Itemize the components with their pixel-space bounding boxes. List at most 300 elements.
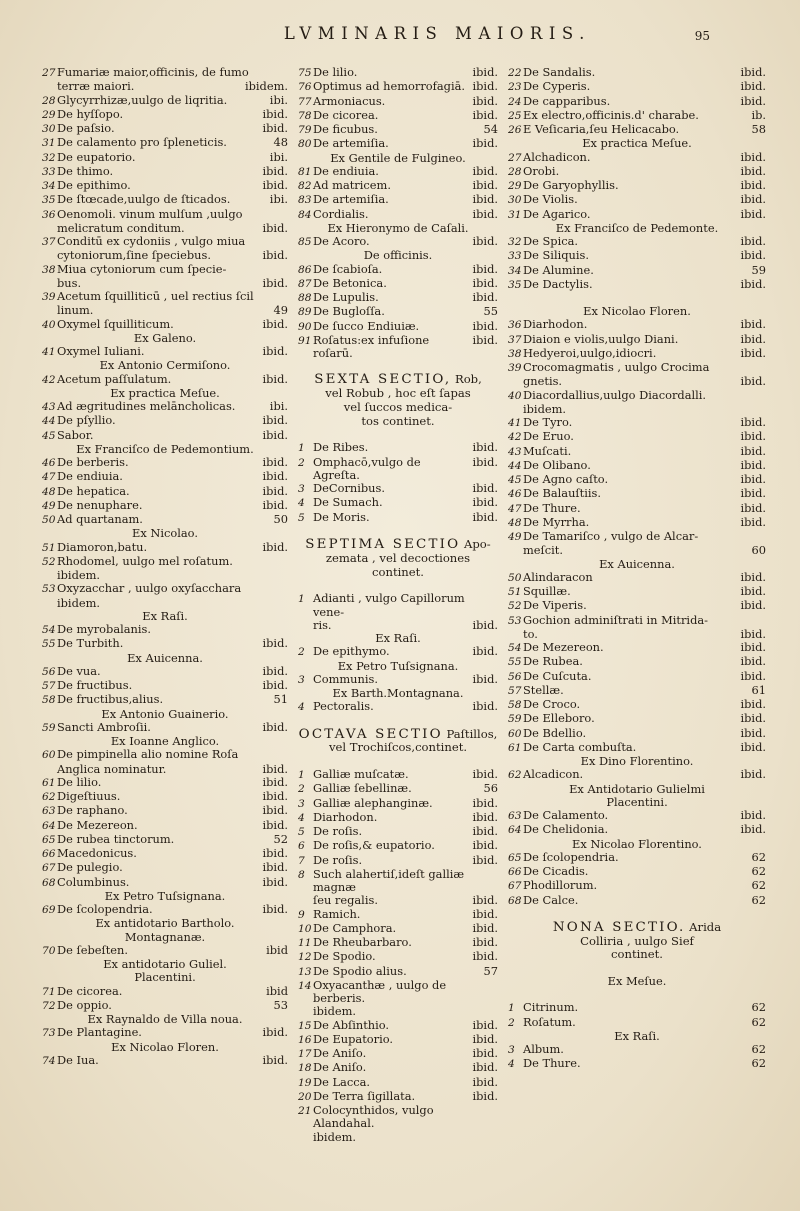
entry-reference: 52 [273, 831, 288, 846]
index-entry [298, 511, 498, 525]
entry-number: 4 [508, 1058, 515, 1071]
index-entry [42, 637, 288, 651]
entry-reference: ibid. [740, 640, 766, 654]
entry-title: Optimus ad hemorrofagiā. [313, 79, 465, 94]
index-entry [508, 264, 766, 278]
source-subheading: Ex Raſi. [614, 1028, 660, 1043]
index-entry [298, 1061, 498, 1075]
section-heading-line [298, 728, 498, 742]
index-entry [298, 208, 498, 222]
entry-reference: ibid. [472, 699, 498, 714]
entry-title: De Lacca. [313, 1074, 371, 1089]
entry-number: 24 [508, 95, 522, 108]
entry-title: De Abſinthio. [313, 1017, 390, 1032]
entry-number: 38 [42, 263, 56, 276]
entry-number: 54 [42, 624, 56, 636]
entry-reference: 49 [273, 303, 288, 318]
entry-reference: ibid. [262, 371, 288, 386]
entry-title: De Bdellio. [523, 725, 587, 740]
source-subheading: Ex antidotario Bartholo. [95, 916, 235, 931]
index-entry [508, 823, 766, 837]
entry-title: Alindaracon [523, 569, 593, 584]
entry-title: ibidem. [313, 1129, 357, 1144]
entry-number: 76 [298, 81, 312, 94]
entry-number: 27 [508, 151, 522, 164]
entry-reference: ibid. [262, 121, 288, 135]
index-entry-continuation [42, 249, 288, 262]
source-subheading: Ex Meſue. [607, 974, 667, 989]
index-entry [42, 985, 288, 999]
entry-number: 85 [298, 236, 312, 248]
index-entry [298, 592, 498, 619]
index-entry-continuation [298, 1005, 498, 1018]
source-subheading: Placentini. [606, 794, 668, 809]
entry-number: 14 [298, 979, 312, 992]
entry-number: 30 [508, 194, 522, 207]
index-entry [508, 333, 766, 347]
entry-number: 30 [42, 123, 56, 135]
entry-reference: ibid. [740, 725, 766, 740]
entry-number: 38 [508, 347, 522, 360]
source-subheading: Ex Raſi. [142, 608, 188, 623]
entry-title: Diarhodon. [313, 809, 378, 824]
index-entry [298, 645, 498, 659]
entry-number: 9 [298, 908, 305, 921]
entry-number: 60 [508, 727, 522, 740]
index-entry [508, 347, 766, 361]
source-subheading: Ex Dino Florentino. [580, 754, 694, 768]
source-subheading: Ex Nicolao. [132, 526, 198, 541]
source-subheading: Ex Auicenna. [127, 650, 203, 665]
index-entry [508, 1043, 766, 1057]
entry-title: De Rheubarbaro. [313, 935, 412, 950]
index-entry [42, 165, 288, 179]
entry-title: De Acoro. [313, 234, 370, 248]
entry-number: 3 [298, 673, 305, 686]
entry-title: cytoniorum,ſine ſpeciebus. [57, 248, 211, 263]
index-entry [508, 235, 766, 249]
entry-reference: ibid. [262, 846, 288, 860]
index-entry [42, 819, 288, 833]
section-title: SEXTA SECTIO, [314, 372, 452, 388]
entry-title: De Olibano. [523, 457, 591, 472]
entry-title: Diarhodon. [523, 317, 588, 332]
entry-reference: 50 [273, 512, 288, 526]
entry-number: 16 [298, 1033, 312, 1046]
entry-reference: ibid. [262, 220, 288, 235]
index-entry [508, 123, 766, 137]
index-entry [508, 445, 766, 459]
index-entry [298, 1104, 498, 1131]
entry-reference: ibid. [740, 626, 766, 641]
index-entry [42, 470, 288, 484]
index-entry [42, 847, 288, 861]
entry-number: 39 [42, 291, 56, 303]
index-entry [298, 979, 498, 1006]
entry-reference: ibid. [472, 852, 498, 867]
entry-title: De myrobalanis. [57, 622, 151, 636]
entry-number: 8 [298, 868, 305, 881]
entry-reference: ibid. [472, 234, 498, 248]
entry-number: 59 [508, 713, 522, 726]
entry-title: De epithymo. [313, 644, 390, 659]
section-heading [298, 373, 498, 428]
entry-number: 44 [42, 415, 56, 428]
section-description-line: continet. [372, 564, 424, 579]
entry-reference: ibid. [472, 509, 498, 524]
entry-title: De ſcolopendria. [523, 849, 619, 864]
entry-title: De Bugloſſa. [313, 304, 385, 319]
source-subheading: Ex Auicenna. [599, 556, 675, 571]
entry-title: linum. [57, 303, 94, 318]
entry-reference: ibid. [740, 500, 766, 515]
folio-number: 95 [694, 29, 710, 43]
entry-number: 35 [508, 278, 522, 291]
index-entry [508, 389, 766, 403]
entry-title: De Spodio. [313, 949, 376, 964]
entry-number: 23 [508, 81, 522, 94]
entry-title: Fumariæ maior,officinis, de fumo [57, 65, 249, 79]
source-subheading: Ex Nicolao Floren. [583, 304, 691, 318]
entry-number: 52 [42, 555, 56, 568]
entry-title: De fructibus,alius. [57, 692, 164, 707]
index-entry [508, 502, 766, 516]
entry-number: 40 [508, 389, 522, 402]
index-entry-continuation [298, 894, 498, 907]
entry-number: 18 [298, 1062, 312, 1075]
index-entry [508, 851, 766, 865]
section-title-rest: Apo- [464, 536, 491, 551]
entry-reference: ibid. [740, 345, 766, 360]
index-entry-continuation [42, 569, 288, 582]
running-title: LVMINARIS MAIORIS. [283, 24, 591, 43]
entry-reference: ibi. [269, 92, 288, 107]
index-entry [508, 416, 766, 430]
entry-title: De Turbith. [57, 636, 124, 651]
index-entry [298, 123, 498, 137]
entry-reference: ibid. [472, 454, 498, 469]
entry-title: De artemiſia. [313, 136, 389, 151]
entry-title: melicratum conditum. [57, 220, 185, 235]
entry-reference: ibid. [262, 1052, 288, 1067]
index-entry [42, 623, 288, 637]
entry-reference: ibid. [472, 617, 498, 632]
entry-number: 55 [42, 638, 56, 651]
index-entry [508, 165, 766, 179]
entry-reference: ibid. [262, 789, 288, 803]
index-entry [508, 614, 766, 628]
entry-number: 70 [42, 944, 56, 957]
source-subheading: Ex Franciſco de Pedemontium. [76, 441, 254, 456]
index-entry [42, 151, 288, 165]
entry-number: 83 [298, 194, 312, 207]
entry-number: 15 [298, 1019, 312, 1032]
page-header [150, 24, 710, 43]
entry-title: Oxyacanthæ , uulgo de berberis. [313, 977, 447, 1006]
index-entry [508, 571, 766, 585]
entry-number: 51 [508, 586, 522, 598]
index-entry [508, 865, 766, 879]
entry-title: De Cicadis. [523, 864, 589, 878]
entry-reference: ibid. [472, 318, 498, 333]
entry-reference: ibid. [262, 803, 288, 818]
index-entry [298, 950, 498, 964]
source-subheading: Ex antidotario Guliel. [103, 957, 227, 971]
entry-reference: ibid. [262, 636, 288, 651]
entry-reference: 62 [751, 1042, 766, 1057]
entry-reference: ibid. [472, 275, 498, 290]
entry-number: 49 [42, 499, 56, 512]
entry-title: Sancti Ambroſii. [57, 719, 151, 734]
entry-number: 50 [508, 571, 522, 584]
index-entry [508, 768, 766, 782]
entry-number: 52 [508, 600, 522, 613]
entry-reference: ibid. [472, 949, 498, 964]
index-entry-continuation [42, 80, 288, 93]
entry-number: 4 [298, 811, 305, 824]
entry-number: 58 [42, 694, 56, 707]
entry-title: De roſis. [313, 852, 363, 867]
entry-number: 3 [508, 1044, 515, 1057]
entry-title: Roſatus:ex infuſione roſarū. [313, 332, 430, 360]
entry-title: De Croco. [523, 697, 581, 711]
section-title-rest: Rob, [454, 372, 482, 387]
entry-reference: ibid. [472, 495, 498, 510]
entry-number: 48 [508, 516, 522, 529]
index-entry [298, 908, 498, 922]
entry-number: 28 [42, 94, 56, 107]
entry-title: Alchadicon. [523, 149, 591, 164]
index-entry [298, 66, 498, 80]
index-entry [42, 541, 288, 555]
entry-number: 28 [508, 165, 522, 178]
entry-number: 33 [508, 250, 522, 263]
index-entry [298, 305, 498, 319]
index-entry [508, 894, 766, 908]
entry-reference: 62 [751, 892, 766, 907]
entry-title: De Spodio alius. [313, 963, 407, 978]
entry-reference: ibid. [262, 106, 288, 121]
index-entry [298, 768, 498, 782]
entry-reference: ibid. [740, 206, 766, 221]
index-entry [508, 459, 766, 473]
entry-title: Galliæ muſcatæ. [313, 767, 409, 782]
entry-title: Diaion e violis,uulgo Diani. [523, 331, 679, 346]
entry-reference: ibid. [740, 429, 766, 444]
entry-reference: ibid. [472, 838, 498, 853]
entry-number: 50 [42, 514, 56, 526]
entry-title: Gochion adminiſtrati in Mitrida- [523, 612, 709, 627]
section-heading-line [298, 373, 498, 387]
index-entry [42, 679, 288, 693]
source-subheading: Ex Barth.Montagnana. [332, 686, 464, 701]
entry-title: De hepatica. [57, 483, 130, 498]
section-description-line: vel Trochiſcos,continet. [328, 740, 468, 755]
entry-title: De Balauſtiis. [523, 486, 601, 501]
entry-number: 33 [42, 165, 56, 178]
entry-number: 1 [298, 593, 305, 606]
entry-title: De ficubus. [313, 122, 378, 136]
entry-reference: ibid. [472, 136, 498, 151]
entry-reference: ibid. [262, 539, 288, 554]
index-entry [508, 1057, 766, 1071]
entry-reference: ibid. [472, 893, 498, 908]
source-subheading: De officinis. [363, 248, 433, 263]
entry-reference: ibid. [262, 275, 288, 290]
index-entry [42, 318, 288, 332]
entry-number: 45 [42, 429, 56, 442]
entry-reference: 58 [751, 122, 766, 136]
index-entry [42, 999, 288, 1013]
entry-reference: ibid. [740, 276, 766, 291]
source-subheading: Ex Petro Tuſsignana. [104, 888, 226, 903]
entry-title: Glycyrrhizæ,uulgo de liqritia. [57, 92, 228, 107]
index-entry [42, 693, 288, 707]
entry-reference: 62 [751, 1014, 766, 1029]
entry-number: 67 [508, 880, 522, 893]
entry-number: 64 [508, 824, 522, 837]
entry-number: 64 [42, 819, 56, 832]
index-entry [508, 487, 766, 501]
entry-title: De artemiſia. [313, 192, 389, 207]
entry-title: De Betonica. [313, 275, 387, 290]
entry-reference: ibid. [472, 906, 498, 921]
entry-number: 46 [42, 457, 56, 469]
index-entry [298, 1047, 498, 1061]
index-entry-continuation [42, 222, 288, 235]
entry-number: 53 [508, 614, 522, 627]
entry-reference: ibid. [262, 413, 288, 428]
entry-number: 6 [298, 840, 305, 853]
entry-title: De Tamariſco , vulgo de Alcar- [523, 529, 699, 543]
entry-reference: ibid. [740, 767, 766, 782]
index-entry [508, 430, 766, 444]
entry-title: Galliæ alephanginæ. [313, 795, 433, 810]
index-entry [42, 1026, 288, 1040]
entry-number: 74 [42, 1054, 56, 1067]
entry-number: 88 [298, 292, 312, 304]
entry-title: De thimo. [57, 163, 114, 178]
entry-title: Cordialis. [313, 206, 369, 221]
entry-number: 20 [298, 1090, 312, 1103]
entry-number: 68 [508, 894, 522, 907]
entry-title: De Thure. [523, 1056, 581, 1071]
entry-title: Oxymel ſquilliticum. [57, 316, 174, 331]
index-entry [298, 673, 498, 687]
entry-title: Ad matricem. [313, 178, 391, 192]
index-entry [42, 208, 288, 222]
entry-reference: ibid. [740, 472, 766, 486]
entry-reference: ibid. [262, 902, 288, 916]
entry-title: Oxymel Iuliani. [57, 344, 145, 358]
source-subheading: Ex Raynaldo de Villa noua. [87, 1012, 243, 1026]
entry-number: 87 [298, 277, 312, 290]
entry-title: De Plantagine. [57, 1025, 142, 1040]
entry-reference: ibid. [740, 374, 766, 389]
entry-reference: ibid. [740, 739, 766, 754]
entry-reference: ibid. [262, 248, 288, 263]
entry-reference: ibid. [262, 874, 288, 889]
entry-number: 62 [42, 791, 56, 803]
entry-number: 84 [298, 208, 312, 221]
index-entry [508, 1016, 766, 1030]
entry-reference: ibid. [472, 809, 498, 824]
entry-number: 81 [298, 165, 312, 178]
entry-title: De capparibus. [523, 93, 611, 108]
entry-number: 56 [42, 665, 56, 678]
index-entry [508, 151, 766, 165]
entry-reference: 62 [751, 849, 766, 864]
index-entry [298, 165, 498, 179]
entry-title: Ad ægritudines melāncholicas. [57, 399, 236, 413]
entry-title: De Tyro. [523, 415, 573, 429]
index-entry [298, 456, 498, 483]
entry-number: 36 [42, 208, 56, 221]
entry-title: De Thure. [523, 500, 581, 515]
entry-number: 34 [42, 180, 56, 192]
section-heading [298, 538, 498, 579]
source-subheading: Ex Petro Tuſsignana. [337, 658, 459, 673]
entry-number: 55 [508, 656, 522, 669]
entry-title: De Chelidonia. [523, 822, 609, 837]
entry-number: 75 [298, 67, 312, 79]
entry-title: De Moris. [313, 509, 370, 524]
entry-reference: ibid. [472, 93, 498, 108]
index-entry [298, 936, 498, 950]
entry-number: 42 [508, 431, 522, 444]
entry-title: Pectoralis. [313, 699, 374, 714]
entry-title: De oppio. [57, 997, 112, 1012]
entry-title: Crocomagmatis , uulgo Crocima [523, 360, 710, 374]
entry-title: Album. [523, 1042, 564, 1057]
index-entry [508, 361, 766, 375]
entry-title: De roſis. [313, 824, 363, 839]
entry-title: De lilio. [57, 774, 102, 789]
index-entry [298, 193, 498, 207]
entry-number: 57 [508, 684, 522, 697]
entry-title: De vua. [57, 663, 101, 678]
entry-title: De berberis. [57, 455, 129, 469]
entry-number: 66 [42, 848, 56, 860]
entry-number: 12 [298, 951, 312, 964]
index-entry [508, 249, 766, 263]
entry-title: ſeu regalis. [313, 893, 378, 908]
index-entry [298, 482, 498, 496]
entry-reference: ibid. [472, 163, 498, 178]
entry-reference: ibi. [269, 149, 288, 164]
entry-reference: 48 [273, 135, 288, 150]
entry-title: De Mezereon. [523, 640, 604, 654]
entry-reference: ibid. [472, 206, 498, 221]
entry-reference: 53 [273, 997, 288, 1012]
entry-title: De Agarico. [523, 206, 591, 221]
entry-reference: ibid. [472, 1088, 498, 1103]
section-description-line: Colliria , uulgo Sief [580, 933, 694, 948]
source-subheading: Ex Antonio Cermiſono. [99, 358, 231, 373]
entry-number: 73 [42, 1027, 56, 1040]
index-entry [508, 585, 766, 599]
source-subheading: Ex Hieronymo de Caſali. [327, 220, 469, 235]
entry-title: Diacordallius,uulgo Diacordalli. [523, 387, 707, 402]
section-heading [508, 921, 766, 962]
entry-title: De Dactylis. [523, 276, 593, 291]
index-entry [298, 441, 498, 455]
index-entry-continuation [42, 277, 288, 290]
index-entry [508, 318, 766, 332]
source-subheading: Ex Galeno. [133, 330, 197, 345]
index-entry-continuation [298, 1131, 498, 1144]
index-entry [42, 665, 288, 679]
